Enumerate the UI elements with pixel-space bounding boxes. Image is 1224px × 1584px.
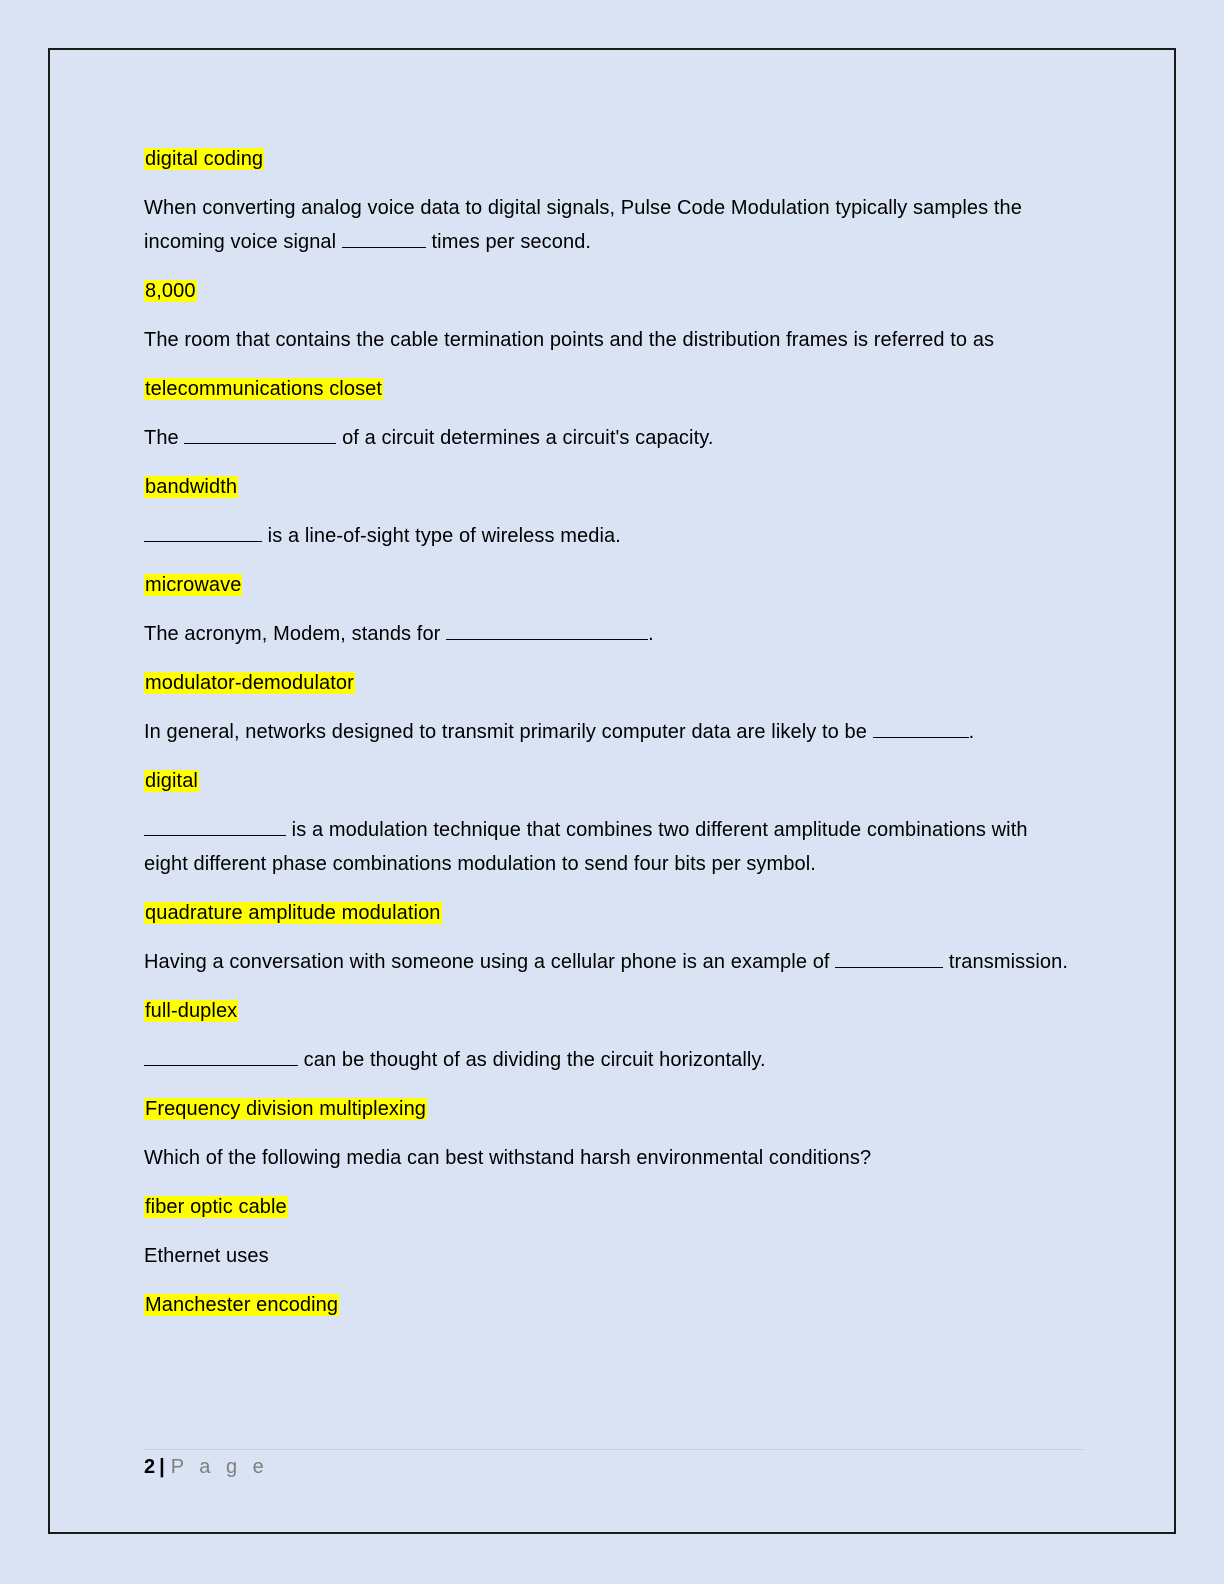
question-text: of a circuit determines a circuit's capacity. bbox=[336, 427, 714, 449]
question-text: The acronym, Modem, stands for bbox=[144, 623, 447, 645]
answer-highlight: modulator-demodulator bbox=[145, 672, 354, 694]
answer-line bbox=[144, 1092, 1074, 1126]
fill-blank bbox=[342, 227, 426, 248]
question-text: Having a conversation with someone using a cellular phone is an example of bbox=[144, 951, 836, 973]
question-text: . bbox=[968, 721, 975, 743]
answer-line bbox=[144, 896, 1074, 930]
question-line bbox=[144, 1043, 1074, 1077]
answer-highlight: digital bbox=[145, 770, 198, 792]
answer-line bbox=[144, 274, 1074, 308]
question-text: is a line-of-sight type of wireless media. bbox=[262, 525, 621, 547]
question-text: The room that contains the cable termination points and the distribution frames is referred to as bbox=[144, 329, 995, 351]
question-text: can be thought of as dividing the circuit horizontally. bbox=[298, 1049, 766, 1071]
answer-highlight: microwave bbox=[145, 574, 242, 596]
question-text: In general, networks designed to transmit primarily computer data are likely to be bbox=[144, 721, 873, 743]
answer-highlight: quadrature amplitude modulation bbox=[145, 902, 441, 924]
answer-line bbox=[144, 1190, 1074, 1224]
fill-blank bbox=[144, 1045, 298, 1066]
question-line bbox=[144, 191, 1074, 259]
footer-separator: | bbox=[159, 1456, 165, 1478]
answer-highlight: Manchester encoding bbox=[145, 1294, 339, 1316]
answer-line bbox=[144, 994, 1074, 1028]
question-line bbox=[144, 945, 1074, 979]
question-line bbox=[144, 1141, 1074, 1175]
answer-line bbox=[144, 142, 1074, 176]
question-text: Ethernet uses bbox=[144, 1245, 269, 1267]
question-line bbox=[144, 1239, 1074, 1273]
question-line bbox=[144, 715, 1074, 749]
question-text: transmission. bbox=[943, 951, 1069, 973]
fill-blank bbox=[446, 619, 648, 640]
document-body bbox=[144, 142, 1074, 1337]
question-text: Which of the following media can best withstand harsh environmental conditions? bbox=[144, 1147, 872, 1169]
answer-line bbox=[144, 470, 1074, 504]
answer-line bbox=[144, 372, 1074, 406]
answer-highlight: 8,000 bbox=[145, 280, 196, 302]
answer-line bbox=[144, 666, 1074, 700]
question-text: The bbox=[144, 427, 185, 449]
footer-divider bbox=[144, 1449, 1084, 1450]
question-line bbox=[144, 323, 1074, 357]
fill-blank bbox=[184, 423, 336, 444]
answer-line bbox=[144, 764, 1074, 798]
answer-highlight: telecommunications closet bbox=[145, 378, 383, 400]
answer-highlight: Frequency division multiplexing bbox=[145, 1098, 427, 1120]
answer-line bbox=[144, 568, 1074, 602]
page-footer bbox=[144, 1454, 269, 1480]
answer-highlight: bandwidth bbox=[145, 476, 238, 498]
fill-blank bbox=[144, 521, 262, 542]
question-text: . bbox=[648, 623, 654, 645]
fill-blank bbox=[873, 717, 969, 738]
question-text: times per second. bbox=[425, 231, 592, 253]
answer-highlight: digital coding bbox=[145, 148, 264, 170]
page-number: 2 bbox=[144, 1456, 156, 1478]
question-line bbox=[144, 519, 1074, 553]
question-line bbox=[144, 813, 1074, 881]
question-text: is a modulation technique that combines two different amplitude combinations with eight different phase combinations modulation to send four bits per symbol. bbox=[144, 819, 1028, 875]
question-line bbox=[144, 421, 1074, 455]
answer-highlight: full-duplex bbox=[145, 1000, 238, 1022]
page-label: P a g e bbox=[170, 1456, 269, 1478]
fill-blank bbox=[144, 815, 286, 836]
fill-blank bbox=[835, 947, 943, 968]
question-text: When converting analog voice data to digital signals, Pulse Code Modulation typically samples the incoming voice signal bbox=[144, 197, 1022, 253]
answer-highlight: fiber optic cable bbox=[145, 1196, 287, 1218]
answer-line bbox=[144, 1288, 1074, 1322]
question-line bbox=[144, 617, 1074, 651]
